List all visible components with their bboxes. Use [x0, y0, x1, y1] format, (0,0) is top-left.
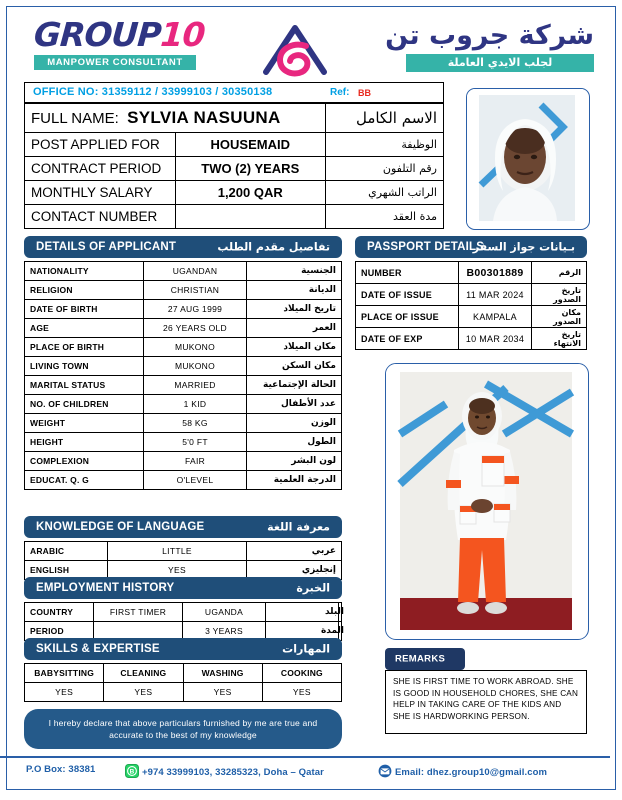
row-value: 58 KG [144, 414, 247, 433]
passport-title-ar: بـيانات جواز السفر [472, 240, 575, 254]
section-header-language [24, 516, 342, 538]
footer-pobox: P.O Box: 38381 [26, 764, 96, 775]
contract-arabic: رقم التلفون [326, 157, 444, 181]
table-row [25, 603, 342, 622]
row-arabic: الجنسية [247, 262, 342, 281]
logo-tagline: MANPOWER CONSULTANT [34, 55, 196, 70]
post-arabic: الوظيفة [326, 133, 444, 157]
language-table [24, 541, 342, 580]
declaration-banner: I hereby declare that above particulars furnished by me are true and accurate to the best of my knowledge [24, 709, 342, 749]
employment-title-en: EMPLOYMENT HISTORY [36, 582, 175, 594]
row-label: NUMBER [356, 262, 459, 284]
whatsapp-icon [125, 764, 139, 781]
footer-phone-text: +974 33999103, 33285323, Doha – Qatar [142, 767, 324, 778]
row-label: DATE OF ISSUE [356, 284, 459, 306]
ref-label: Ref: [330, 87, 350, 98]
applicant-details-title-ar: تفاصيل مقدم الطلب [217, 240, 330, 254]
row-arabic: تاريخ الميلاد [247, 300, 342, 319]
group10-arch-spiral-logo-icon [262, 20, 328, 80]
row-arabic: الرقم [532, 262, 587, 284]
skill-value: YES [183, 683, 262, 702]
table-row [356, 328, 587, 350]
contact-arabic: مدة العقد [326, 205, 444, 229]
row-label: PERIOD [25, 622, 94, 641]
row-value: MUKONO [144, 357, 247, 376]
row-arabic: الدرجة العلمية [247, 471, 342, 490]
company-logo [32, 15, 214, 70]
row-label: ENGLISH [25, 561, 108, 580]
row-arabic: لون البشر [247, 452, 342, 471]
table-row [25, 300, 342, 319]
table-header-row [25, 664, 342, 683]
row-label: DATE OF EXP [356, 328, 459, 350]
row-arabic: مكان الصدور [532, 306, 587, 328]
fullname-arabic: الاسم الكامل [326, 104, 444, 133]
row-value: 27 AUG 1999 [144, 300, 247, 319]
section-header-passport-details [355, 236, 587, 258]
row-label: NO. OF CHILDREN [25, 395, 144, 414]
row-arabic: المدة [339, 622, 342, 641]
table-row [25, 376, 342, 395]
skill-header: BABYSITTING [25, 664, 104, 683]
row-value-2: UGANDA [183, 603, 266, 622]
row-value: 11 MAR 2024 [459, 284, 532, 306]
row-value: B00301889 [459, 262, 532, 284]
row-arabic: الديانة [247, 281, 342, 300]
table-row [25, 683, 342, 702]
arabic-company-block [385, 20, 594, 72]
row-value: MUKONO [144, 338, 247, 357]
salary-value: 1,200 QAR [175, 181, 326, 205]
section-header-applicant-details [24, 236, 342, 258]
row-value-1: FIRST TIMER [94, 603, 183, 622]
document-footer [0, 758, 610, 784]
contract-label: CONTRACT PERIOD [25, 157, 176, 181]
table-row-fullname [25, 104, 444, 133]
row-arabic: مكان السكن [247, 357, 342, 376]
row-label: ARABIC [25, 542, 108, 561]
row-value-2: 3 YEARS [183, 622, 266, 641]
language-title-ar: معرفة اللغة [267, 520, 330, 534]
email-icon [378, 764, 392, 781]
post-value: HOUSEMAID [175, 133, 326, 157]
row-arabic: مكان الميلاد [247, 338, 342, 357]
applicant-full-body-photo [385, 363, 589, 640]
contact-value [175, 205, 326, 229]
salary-label: MONTHLY SALARY [25, 181, 176, 205]
remarks-header [385, 648, 465, 670]
row-label: PLACE OF BIRTH [25, 338, 144, 357]
table-row [356, 262, 587, 284]
row-value: 5'0 FT [144, 433, 247, 452]
skill-value: YES [262, 683, 341, 702]
section-header-employment [24, 577, 342, 599]
language-title-en: KNOWLEDGE OF LANGUAGE [36, 521, 205, 533]
skills-table [24, 663, 342, 702]
logo-wordmark [32, 15, 215, 54]
row-label: HEIGHT [25, 433, 144, 452]
row-arabic: إنجليزي [247, 561, 342, 580]
section-header-skills [24, 638, 342, 660]
table-row [25, 262, 342, 281]
fullname-value: SYLVIA NASUUNA [127, 108, 281, 127]
fullname-cell [25, 104, 326, 133]
row-label: DATE OF BIRTH [25, 300, 144, 319]
row-arabic: تاريخ الصدور [532, 284, 587, 306]
table-row [356, 284, 587, 306]
skill-value: YES [104, 683, 183, 702]
row-value: CHRISTIAN [144, 281, 247, 300]
table-row [25, 357, 342, 376]
row-arabic: العمر [247, 319, 342, 338]
applicant-details-table [24, 261, 342, 490]
employment-history-table [24, 602, 342, 641]
row-arabic: عربي [247, 542, 342, 561]
table-row [25, 452, 342, 471]
applicant-passport-photo [466, 88, 590, 230]
passport-title-en: PASSPORT DETAILS [367, 241, 485, 253]
skills-title-en: SKILLS & EXPERTISE [36, 643, 160, 655]
contact-label: CONTACT NUMBER [25, 205, 176, 229]
row-label: MARITAL STATUS [25, 376, 144, 395]
table-row-post [25, 133, 444, 157]
table-row [25, 319, 342, 338]
applicant-details-title-en: DETAILS OF APPLICANT [36, 241, 177, 253]
table-row [356, 306, 587, 328]
row-label: RELIGION [25, 281, 144, 300]
row-value: LITTLE [108, 542, 247, 561]
row-arabic: عدد الأطفال [247, 395, 342, 414]
arabic-company-name: شركة جروب تن [385, 20, 594, 51]
fullname-label: FULL NAME: [31, 110, 119, 127]
table-row [25, 414, 342, 433]
row-label: EDUCAT. Q. G [25, 471, 144, 490]
arabic-tagline: لجلب الايدي العاملة [406, 54, 594, 72]
row-arabic: البلد [339, 603, 342, 622]
table-row [25, 338, 342, 357]
row-value: O'LEVEL [144, 471, 247, 490]
remarks-text: SHE IS FIRST TIME TO WORK ABROAD. SHE IS GOOD IN HOUSEHOLD CHORES, SHE CAN HELP IN TAKING CARE OF THE KIDS AND SHE IS HARDWORKING PERSON. [385, 670, 587, 734]
row-arabic: الطول [247, 433, 342, 452]
row-value: 10 MAR 2034 [459, 328, 532, 350]
row-arabic: تاريخ الانتهاء [532, 328, 587, 350]
office-number-bar [24, 82, 444, 103]
office-number-text: OFFICE NO: 31359112 / 33999103 / 30350138 [33, 86, 273, 98]
row-value: YES [108, 561, 247, 580]
row-value: UGANDAN [144, 262, 247, 281]
table-row [25, 542, 342, 561]
skill-value: YES [25, 683, 104, 702]
skill-header: WASHING [183, 664, 262, 683]
row-label: WEIGHT [25, 414, 144, 433]
row-value: 26 YEARS OLD [144, 319, 247, 338]
row-label: COUNTRY [25, 603, 94, 622]
row-value: MARRIED [144, 376, 247, 395]
row-arabic: الوزن [247, 414, 342, 433]
salary-arabic: الراتب الشهري [326, 181, 444, 205]
logo-number-text: 10 [159, 15, 206, 54]
footer-email-block [378, 764, 547, 781]
footer-phone-block [125, 764, 324, 781]
row-label: NATIONALITY [25, 262, 144, 281]
row-value: 1 KID [144, 395, 247, 414]
row-value: KAMPALA [459, 306, 532, 328]
row-label: LIVING TOWN [25, 357, 144, 376]
row-label: COMPLEXION [25, 452, 144, 471]
table-row-contract [25, 157, 444, 181]
table-row [25, 471, 342, 490]
table-row [25, 395, 342, 414]
row-label: PLACE OF ISSUE [356, 306, 459, 328]
contract-value: TWO (2) YEARS [175, 157, 326, 181]
remarks-title: REMARKS [395, 653, 446, 665]
table-row [25, 281, 342, 300]
row-value: FAIR [144, 452, 247, 471]
table-row-salary [25, 181, 444, 205]
footer-email-text: Email: dhez.group10@gmail.com [395, 767, 548, 778]
logo-word-text: GROUP [32, 15, 162, 54]
skills-title-ar: المهارات [282, 642, 330, 656]
ref-value: BB [358, 88, 371, 98]
table-row [25, 433, 342, 452]
document-header [0, 0, 610, 82]
row-arabic: الحالة الإجتماعية [247, 376, 342, 395]
skill-header: COOKING [262, 664, 341, 683]
svg-text:B: B [129, 768, 135, 776]
post-label: POST APPLIED FOR [25, 133, 176, 157]
passport-details-table [355, 261, 587, 350]
row-label: AGE [25, 319, 144, 338]
applicant-summary-table [24, 103, 444, 229]
employment-title-ar: الخبرة [296, 581, 330, 595]
table-row-contact [25, 205, 444, 229]
skill-header: CLEANING [104, 664, 183, 683]
